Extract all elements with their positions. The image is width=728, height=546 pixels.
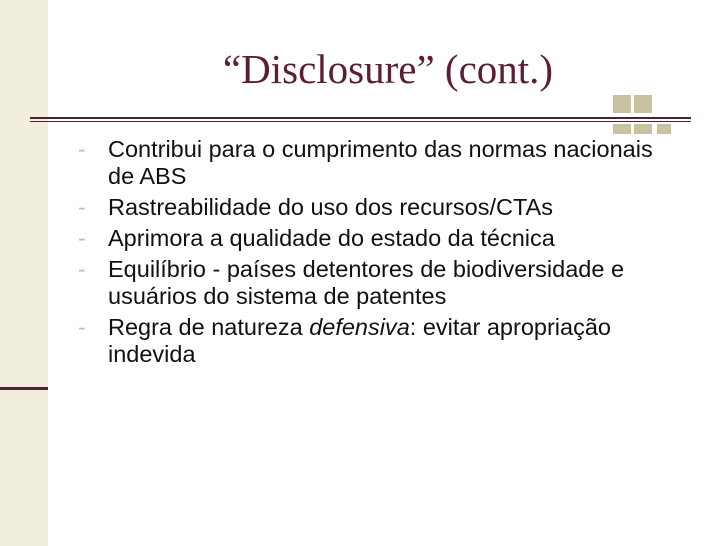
left-accent-bar xyxy=(0,387,48,390)
bullet-text: Aprimora a qualidade do estado da técnica xyxy=(108,225,555,251)
bullet-item xyxy=(78,136,678,190)
decorative-square xyxy=(634,124,652,134)
bullet-text-before: Regra de natureza xyxy=(108,314,310,340)
bullet-text-italic: defensiva xyxy=(309,314,410,340)
bullet-text-after: : evitar apropriação indevida xyxy=(108,314,611,367)
decorative-square xyxy=(613,124,631,134)
bullet-item xyxy=(78,314,678,368)
bullet-item xyxy=(78,225,678,252)
decorative-square xyxy=(613,95,631,113)
bullet-text: Rastreabilidade do uso dos recursos/CTAs xyxy=(108,194,553,220)
slide-title: “Disclosure” (cont.) xyxy=(222,46,554,92)
bullet-item xyxy=(78,256,678,310)
bullet-dash: - xyxy=(78,225,86,251)
bullet-list xyxy=(78,136,678,372)
bullet-dash: - xyxy=(78,194,86,220)
bullet-text: Equilíbrio - países detentores de biodiversidade e usuários do sistema de patentes xyxy=(108,256,625,309)
bullet-dash: - xyxy=(78,136,86,162)
bullet-dash: - xyxy=(78,256,86,282)
bullet-dash: - xyxy=(78,314,86,340)
title-rule-bottom xyxy=(30,121,691,122)
bullet-text: Contribui para o cumprimento das normas nacionais de ABS xyxy=(108,136,653,189)
decorative-square xyxy=(634,95,652,113)
left-decorative-band xyxy=(0,0,48,546)
bullet-item xyxy=(78,194,678,221)
title-rule-top xyxy=(30,117,691,119)
decorative-square xyxy=(657,124,671,134)
